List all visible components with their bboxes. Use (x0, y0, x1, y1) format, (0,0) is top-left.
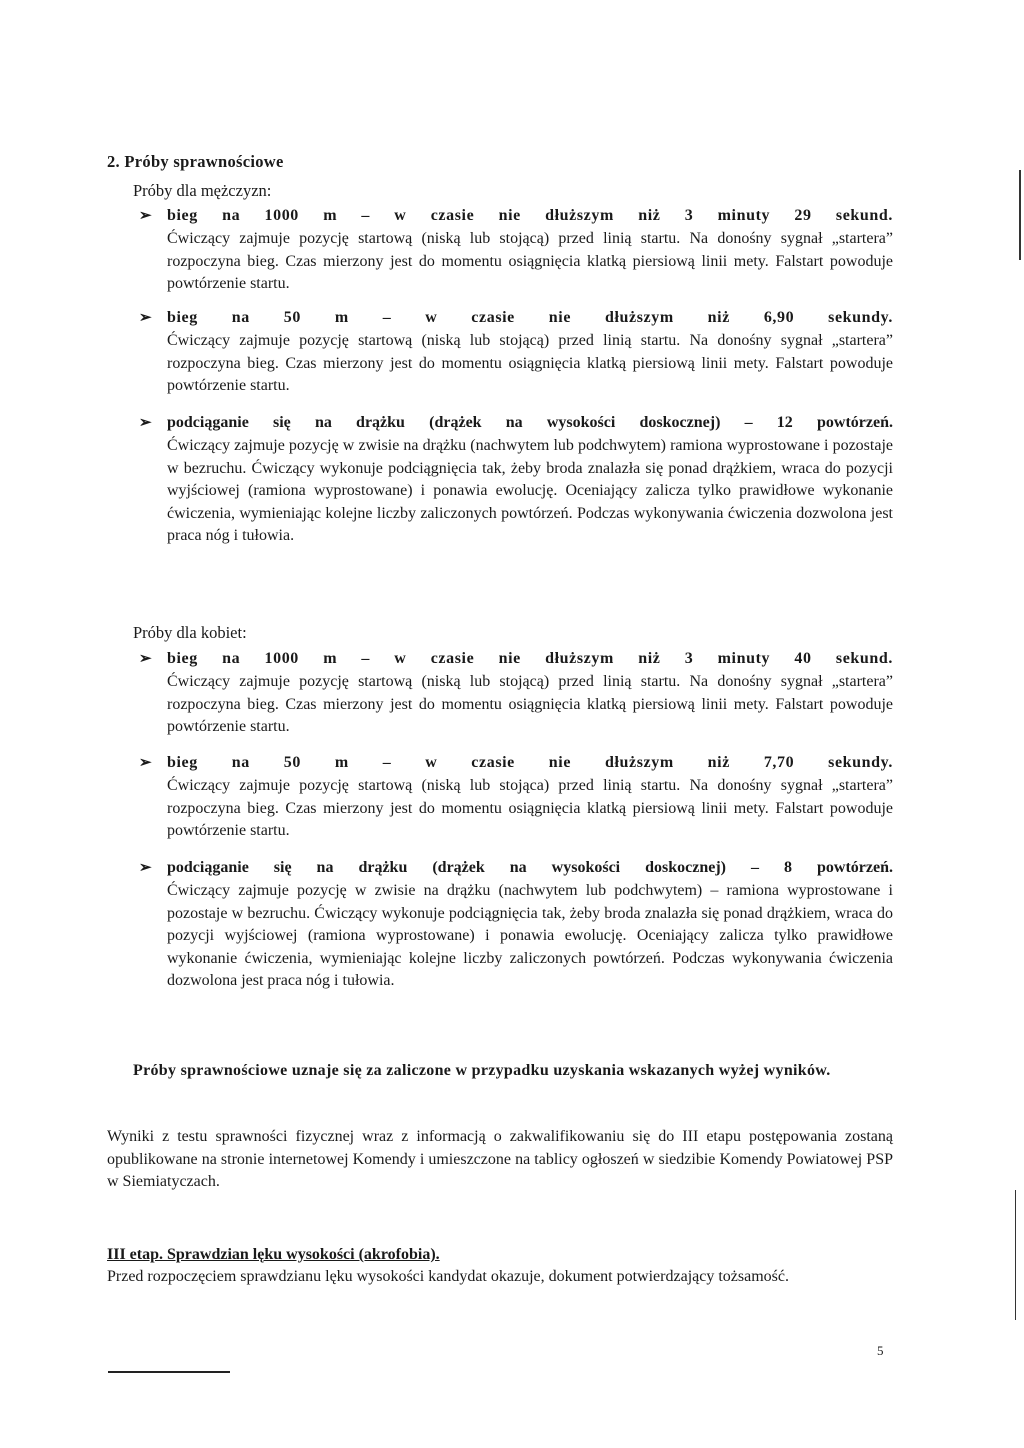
passing-note: Próby sprawnościowe uznaje się za zaliczone w przypadku uzyskania wskazanych wyżej wyników. (133, 1062, 831, 1079)
men-item-50m-head: ➢ bieg na 50 m – w czasie nie dłuższym niż 6,90 sekundy. (133, 306, 893, 330)
men-item-pullups-head: ➢ podciąganie się na drążku (drążek na wysokości doskocznej) – 12 powtórzeń. (133, 411, 893, 435)
bullet-arrow-icon: ➢ (139, 755, 153, 771)
women-group-label: Próby dla kobiet: (133, 623, 247, 642)
women-item-1000m-head: ➢ bieg na 1000 m – w czasie nie dłuższym niż 3 minuty 40 sekund. (133, 647, 893, 671)
footer-line (108, 1371, 230, 1373)
scan-edge-mark (1019, 170, 1021, 260)
section-title: 2. Próby sprawnościowe (107, 152, 284, 171)
women-item-pullups (133, 856, 893, 993)
men-item-pullups-body: Ćwiczący zajmuje pozycję w zwisie na drążku (nachwytem lub podchwytem) ramiona wyprostowane i pozostaje w bezruchu. Ćwiczący wykonuje podciągnięcia tak, żeby broda znalazła się ponad drążkiem, wraca do pozycji wyjściowej (ramiona wyprostowane) i ponawia ewolucję. Oceniający zalicza tylko prawidłowe wykonanie ćwiczenia, wymieniając kolejne liczby zaliczonych powtórzeń. Podczas wykonywania ćwiczenia dozwolona jest praca nóg i tułowia. (167, 437, 893, 544)
bullet-arrow-icon: ➢ (139, 860, 152, 876)
bullet-arrow-icon: ➢ (139, 208, 153, 224)
men-item-1000m (133, 204, 893, 296)
results-paragraph: Wyniki z testu sprawności fizycznej wraz z informacją o zakwalifikowaniu się do III etapu postępowania zostaną opublikowane na stronie internetowej Komendy i umieszczone na tablicy ogłoszeń w siedzibie Komendy Powiatowej PSP w Siemiatyczach. (107, 1128, 893, 1190)
women-item-pullups-head: ➢ podciąganie się na drążku (drążek na wysokości doskocznej) – 8 powtórzeń. (133, 856, 893, 880)
men-item-50m (133, 306, 893, 398)
women-item-50m-body: Ćwiczący zajmuje pozycję startową (niską lub stojąca) przed linią startu. Na donośny sygnał „startera” rozpoczyna bieg. Czas mierzony jest do momentu osiągnięcia klatką piersiową linii mety. Falstart powoduje powtórzenie startu. (167, 777, 893, 839)
bullet-arrow-icon: ➢ (139, 415, 152, 431)
women-item-1000m (133, 647, 893, 739)
women-item-50m-head: ➢ bieg na 50 m – w czasie nie dłuższym niż 7,70 sekundy. (133, 751, 893, 775)
men-item-1000m-head: ➢ bieg na 1000 m – w czasie nie dłuższym niż 3 minuty 29 sekund. (133, 204, 893, 228)
stage3-title: III etap. Sprawdzian lęku wysokości (akrofobia). (107, 1246, 440, 1263)
men-item-50m-body: Ćwiczący zajmuje pozycję startową (niską lub stojącą) przed linią startu. Na donośny sygnał „startera” rozpoczyna bieg. Czas mierzony jest do momentu osiągnięcia klatką piersiową linii mety. Falstart powoduje powtórzenie startu. (167, 332, 893, 394)
men-group-label: Próby dla mężczyzn: (133, 181, 272, 200)
bullet-arrow-icon: ➢ (139, 310, 153, 326)
scan-edge-mark (1015, 1190, 1016, 1320)
women-item-1000m-body: Ćwiczący zajmuje pozycję startową (niską lub stojącą) przed linią startu. Na donośny sygnał „startera” rozpoczyna bieg. Czas mierzony jest do momentu osiągnięcia klatką piersiową linii mety. Falstart powoduje powtórzenie startu. (167, 673, 893, 735)
men-item-1000m-body: Ćwiczący zajmuje pozycję startową (niską lub stojącą) przed linią startu. Na donośny sygnał „startera” rozpoczyna bieg. Czas mierzony jest do momentu osiągnięcia klatką piersiową linii mety. Falstart powoduje powtórzenie startu. (167, 230, 893, 292)
page-number: 5 (877, 1343, 884, 1358)
bullet-arrow-icon: ➢ (139, 651, 153, 667)
men-item-pullups (133, 411, 893, 548)
women-item-pullups-body: Ćwiczący zajmuje pozycję w zwisie na drążku (nachwytem lub podchwytem) – ramiona wyprostowane i pozostaje w bezruchu. Ćwiczący wykonuje podciągnięcia tak, żeby broda znalazła się ponad drążkiem, wraca do pozycji wyjściowej (ramiona wyprostowane) i ponawia ewolucję. Oceniający zalicza tylko prawidłowe wykonanie ćwiczenia, wymieniając kolejne liczby zaliczonych powtórzeń. Podczas wykonywania ćwiczenia dozwolona jest praca nóg i tułowia. (167, 882, 893, 989)
women-item-50m (133, 751, 893, 843)
stage3-text: Przed rozpoczęciem sprawdzianu lęku wysokości kandydat okazuje, dokument potwierdzający tożsamość. (107, 1268, 789, 1285)
